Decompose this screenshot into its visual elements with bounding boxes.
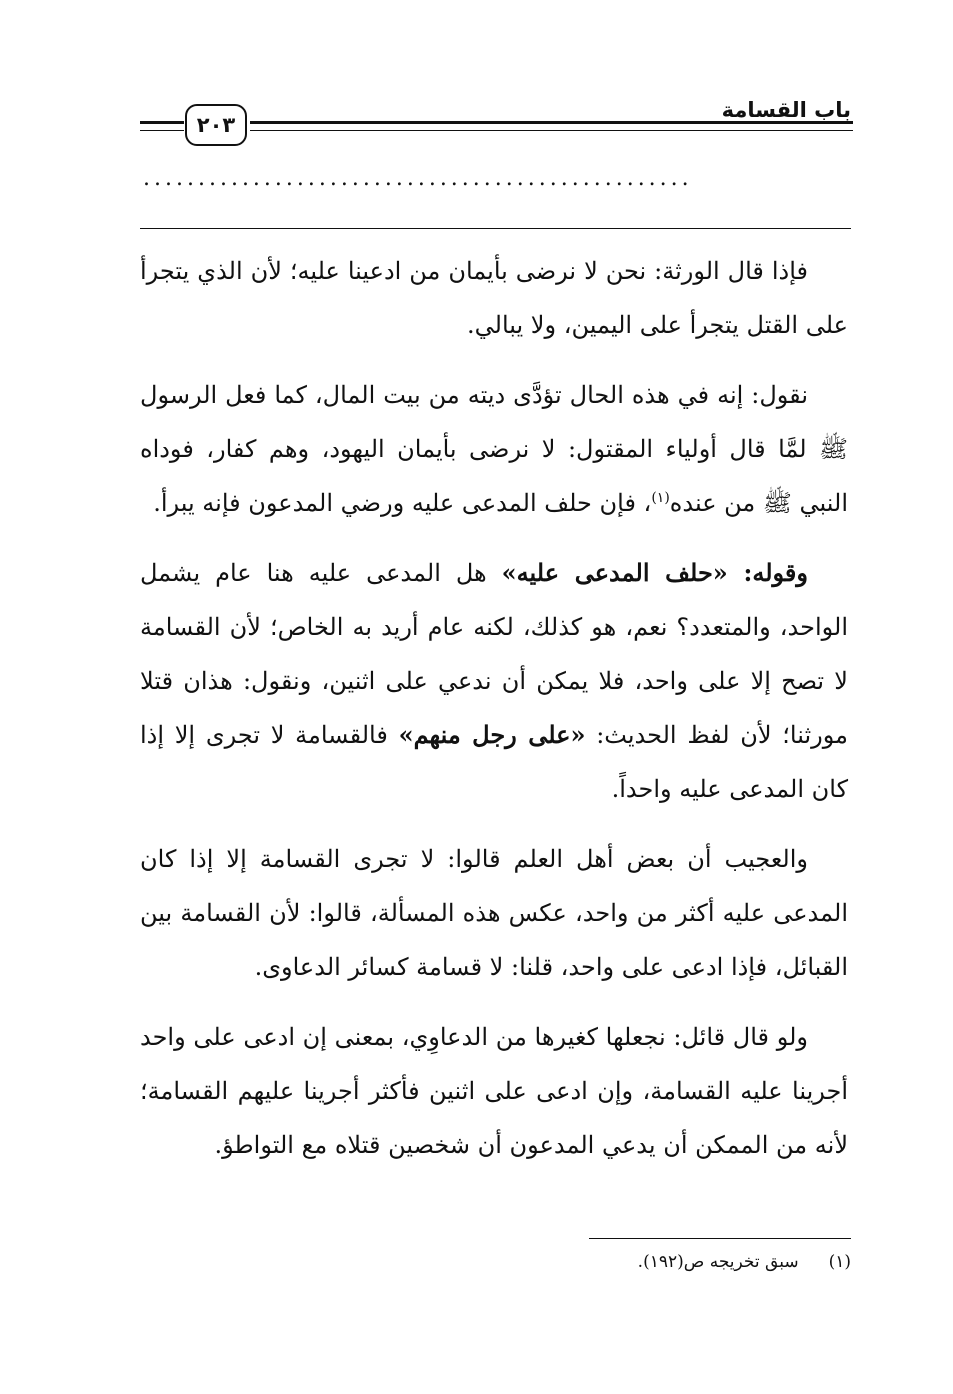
footnote [638,1252,851,1272]
page-number [185,104,247,146]
separator-line [140,228,851,229]
footnote-rule [589,1238,851,1239]
ellipsis-dots: .................................................. [143,168,693,190]
paragraph-text: ، فإن حلف المدعى عليه ورضي المدعون فإنه يبرأ. [153,489,652,517]
footnote-number: (١) [828,1252,851,1272]
paragraph [140,546,848,816]
paragraph-text: فالقسامة لا تجرى إلا إذا كان المدعى عليه واحداً. [140,721,848,803]
bold-quote: «على رجل منهم» [398,720,586,749]
paragraph-text: ولو قال قائل: نجعلها كغيرها من الدعاوِي، بمعنى إن ادعى على واحد أجرينا عليه القسامة، وإن ادعى على اثنين فأكثر أجرينا عليهم القسامة؛ لأنه من الممكن أن يدعي المدعون أن شخصين قتلاه مع التواطؤ. [140,1023,848,1159]
header-rule-left-thick [140,121,184,124]
paragraph-text: هل المدعى عليه هنا عام يشمل الواحد، والمتعدد؟ نعم، هو كذلك، لكنه عام أريد به الخاص؛ لأن القسامة لا تصح إلا على واحد، فلا يمكن أن ندعي على اثنين، ونقول: هذان قتلا مورثنا؛ لأن لفظ الحديث: [140,559,849,749]
paragraph [140,244,848,352]
chapter-title: باب القسامة [721,98,851,122]
paragraph-text: والعجيب أن بعض أهل العلم قالوا: لا تجرى القسامة إلا إذا كان المدعى عليه أكثر من واحد، عكس هذه المسألة، قالوا: لأن القسامة بين القبائل، فإذا ادعى على واحد، قلنا: لا قسامة كسائر الدعاوى. [140,845,848,981]
header-rule-left-thin [140,130,184,131]
body-text [140,244,848,1188]
paragraph-text: فإذا قال الورثة: نحن لا نرضى بأيمان من ادعينا عليه؛ لأن الذي يتجرأ على القتل يتجرأ على اليمين، ولا يبالي. [140,257,848,339]
footnote-text: سبق تخريجه ص(١٩٢). [637,1252,799,1272]
page-number-text: ٢٠٣ [196,113,236,137]
paragraph [140,832,848,994]
paragraph [140,368,848,530]
paragraph-text: نقول: إنه في هذه الحال تؤدَّى ديته من بيت المال، كما فعل الرسول ﷺ لمَّا قال أولياء المقتول: لا نرضى بأيمان اليهود، وهم كفار، فوداه النبي ﷺ من عنده [140,381,848,517]
header-rule-thick [250,121,853,124]
bold-quote: وقوله: «حلف المدعى عليه» [501,558,808,587]
paragraph [140,1010,848,1172]
header-rule-thin [250,130,853,131]
footnote-ref: (١) [651,490,670,506]
